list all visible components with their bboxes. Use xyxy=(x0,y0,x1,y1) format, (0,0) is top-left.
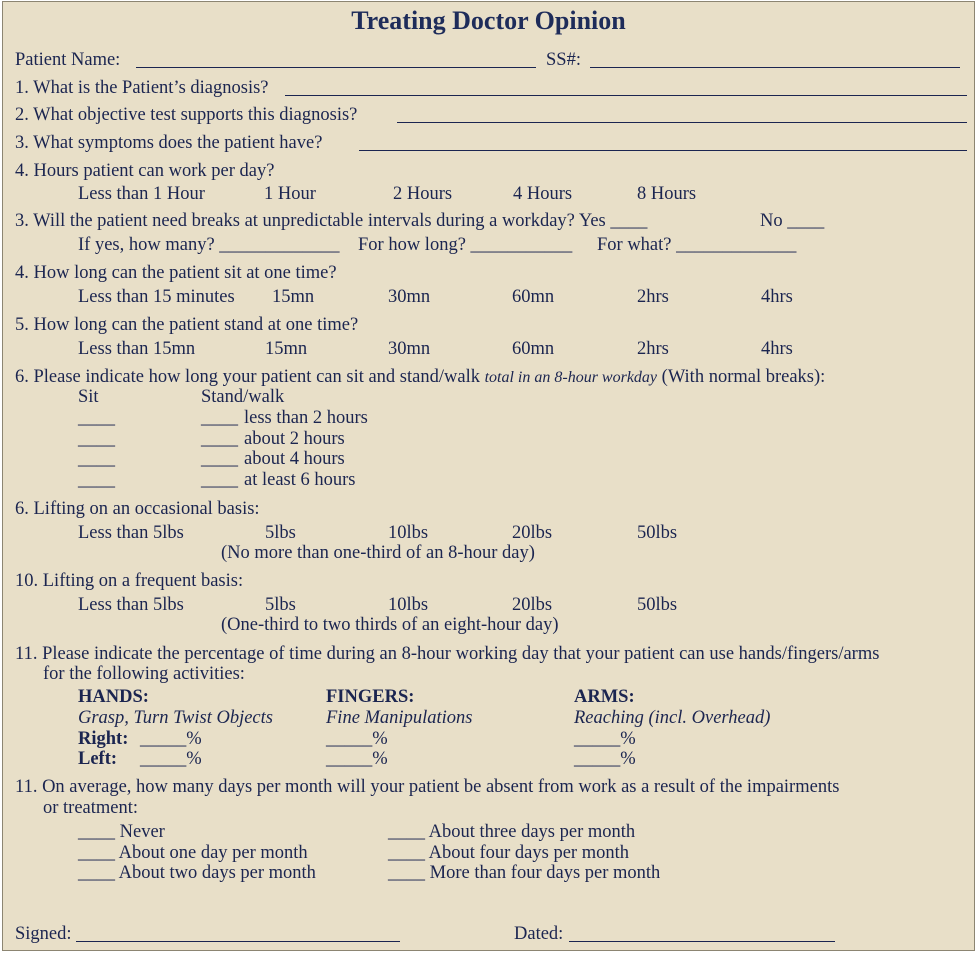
sit-column-header: Sit xyxy=(78,387,99,407)
ss-label: SS#: xyxy=(546,50,581,70)
lifting-occasional-option[interactable]: 50lbs xyxy=(637,523,678,543)
lifting-occasional-note: (No more than one-third of an 8-hour day) xyxy=(221,543,535,563)
sit-option[interactable]: 2hrs xyxy=(637,287,669,307)
lifting-frequent-option[interactable]: 20lbs xyxy=(512,595,553,615)
fingers-heading: FINGERS: xyxy=(326,687,415,707)
lifting-frequent-option[interactable]: 50lbs xyxy=(637,595,678,615)
stand-blank[interactable]: ____ xyxy=(201,429,238,449)
stand-option[interactable]: 2hrs xyxy=(637,339,669,359)
lifting-occasional-option[interactable]: 5lbs xyxy=(265,523,296,543)
total-question-emphasis: total in an 8-hour workday xyxy=(484,369,658,386)
stand-option[interactable]: 30mn xyxy=(388,339,431,359)
lifting-occasional-option[interactable]: 10lbs xyxy=(388,523,429,543)
question-diagnosis: 1. What is the Patient’s diagnosis? xyxy=(15,78,269,98)
question-absences: 11. On average, how many days per month will your patient be absent from work as a result of the impairments xyxy=(15,777,840,797)
stand-option[interactable]: 60mn xyxy=(512,339,555,359)
ss-field[interactable] xyxy=(590,50,960,68)
left-label: Left: xyxy=(78,749,118,769)
stand-option[interactable]: 4hrs xyxy=(761,339,793,359)
question-percent-use: 11. Please indicate the percentage of time during an 8-hour working day that your patient can use hands/fingers/arms xyxy=(15,644,880,664)
breaks-for-what-field[interactable]: For what? _____________ xyxy=(597,235,797,255)
stand-blank[interactable]: ____ xyxy=(201,470,238,490)
breaks-how-long-field[interactable]: For how long? ___________ xyxy=(358,235,573,255)
question-lifting-frequent: 10. Lifting on a frequent basis: xyxy=(15,571,244,591)
question-breaks: 3. Will the patient need breaks at unpredictable intervals during a workday? Yes ____ xyxy=(15,211,648,231)
diagnosis-field[interactable] xyxy=(285,78,967,96)
hours-option[interactable]: Less than 1 Hour xyxy=(78,184,205,204)
question-percent-use-cont: for the following activities: xyxy=(43,664,245,684)
stand-column-header: Stand/walk xyxy=(201,387,285,407)
lifting-frequent-option[interactable]: 5lbs xyxy=(265,595,296,615)
dated-label: Dated: xyxy=(514,924,564,944)
signed-label: Signed: xyxy=(15,924,72,944)
fingers-subheading: Fine Manipulations xyxy=(326,708,473,728)
stand-option[interactable]: Less than 15mn xyxy=(78,339,196,359)
sit-blank[interactable]: ____ xyxy=(78,449,115,469)
hands-right-percent-field[interactable]: _____% xyxy=(140,729,202,749)
fingers-right-percent-field[interactable]: _____% xyxy=(326,729,388,749)
absence-option[interactable]: ____ Never xyxy=(78,822,165,842)
question-sit: 4. How long can the patient sit at one time? xyxy=(15,263,337,283)
treating-doctor-opinion-form xyxy=(2,1,975,951)
arms-subheading: Reaching (incl. Overhead) xyxy=(574,708,771,728)
objective-test-field[interactable] xyxy=(397,105,967,123)
lifting-frequent-option[interactable]: Less than 5lbs xyxy=(78,595,184,615)
sit-blank[interactable]: ____ xyxy=(78,408,115,428)
lifting-occasional-option[interactable]: 20lbs xyxy=(512,523,553,543)
lifting-occasional-option[interactable]: Less than 5lbs xyxy=(78,523,184,543)
total-row-label: at least 6 hours xyxy=(244,470,356,490)
right-label: Right: xyxy=(78,729,129,749)
signature-field[interactable] xyxy=(76,924,400,942)
stand-option[interactable]: 15mn xyxy=(265,339,308,359)
absence-option[interactable]: ____ About four days per month xyxy=(388,843,629,863)
absence-option[interactable]: ____ About two days per month xyxy=(78,863,316,883)
hands-heading: HANDS: xyxy=(78,687,149,707)
hours-option[interactable]: 8 Hours xyxy=(637,184,697,204)
sit-option[interactable]: 30mn xyxy=(388,287,431,307)
date-field[interactable] xyxy=(569,924,835,942)
stand-blank[interactable]: ____ xyxy=(201,408,238,428)
patient-name-label: Patient Name: xyxy=(15,50,121,70)
question-symptoms: 3. What symptoms does the patient have? xyxy=(15,133,323,153)
absence-option[interactable]: ____ About one day per month xyxy=(78,843,308,863)
sit-blank[interactable]: ____ xyxy=(78,470,115,490)
breaks-how-many-field[interactable]: If yes, how many? _____________ xyxy=(78,235,340,255)
absence-option[interactable]: ____ More than four days per month xyxy=(388,863,661,883)
absence-option[interactable]: ____ About three days per month xyxy=(388,822,636,842)
patient-name-field[interactable] xyxy=(136,50,536,68)
hours-option[interactable]: 2 Hours xyxy=(393,184,453,204)
total-row-label: about 4 hours xyxy=(244,449,345,469)
hands-left-percent-field[interactable]: _____% xyxy=(140,749,202,769)
form-title: Treating Doctor Opinion xyxy=(351,6,626,35)
question-total-sit-stand xyxy=(15,366,825,389)
question-lifting-occasional: 6. Lifting on an occasional basis: xyxy=(15,499,260,519)
symptoms-field[interactable] xyxy=(359,133,967,151)
lifting-frequent-note: (One-third to two thirds of an eight-hour day) xyxy=(221,615,559,635)
question-hours-per-day: 4. Hours patient can work per day? xyxy=(15,161,275,181)
breaks-no-field[interactable]: No ____ xyxy=(760,211,825,231)
question-objective-test: 2. What objective test supports this diagnosis? xyxy=(15,105,358,125)
arms-left-percent-field[interactable]: _____% xyxy=(574,749,636,769)
total-question-end: (With normal breaks): xyxy=(661,367,826,387)
sit-option[interactable]: 4hrs xyxy=(761,287,793,307)
sit-blank[interactable]: ____ xyxy=(78,429,115,449)
hours-option[interactable]: 4 Hours xyxy=(513,184,573,204)
question-stand: 5. How long can the patient stand at one time? xyxy=(15,315,359,335)
total-row-label: about 2 hours xyxy=(244,429,345,449)
hours-option[interactable]: 1 Hour xyxy=(264,184,316,204)
sit-option[interactable]: Less than 15 minutes xyxy=(78,287,235,307)
total-question-text: 6. Please indicate how long your patient can sit and stand/walk xyxy=(15,367,480,387)
lifting-frequent-option[interactable]: 10lbs xyxy=(388,595,429,615)
sit-option[interactable]: 60mn xyxy=(512,287,555,307)
total-row-label: less than 2 hours xyxy=(244,408,368,428)
fingers-left-percent-field[interactable]: _____% xyxy=(326,749,388,769)
arms-right-percent-field[interactable]: _____% xyxy=(574,729,636,749)
stand-blank[interactable]: ____ xyxy=(201,449,238,469)
arms-heading: ARMS: xyxy=(574,687,635,707)
question-absences-cont: or treatment: xyxy=(43,798,139,818)
sit-option[interactable]: 15mn xyxy=(272,287,315,307)
hands-subheading: Grasp, Turn Twist Objects xyxy=(78,708,273,728)
